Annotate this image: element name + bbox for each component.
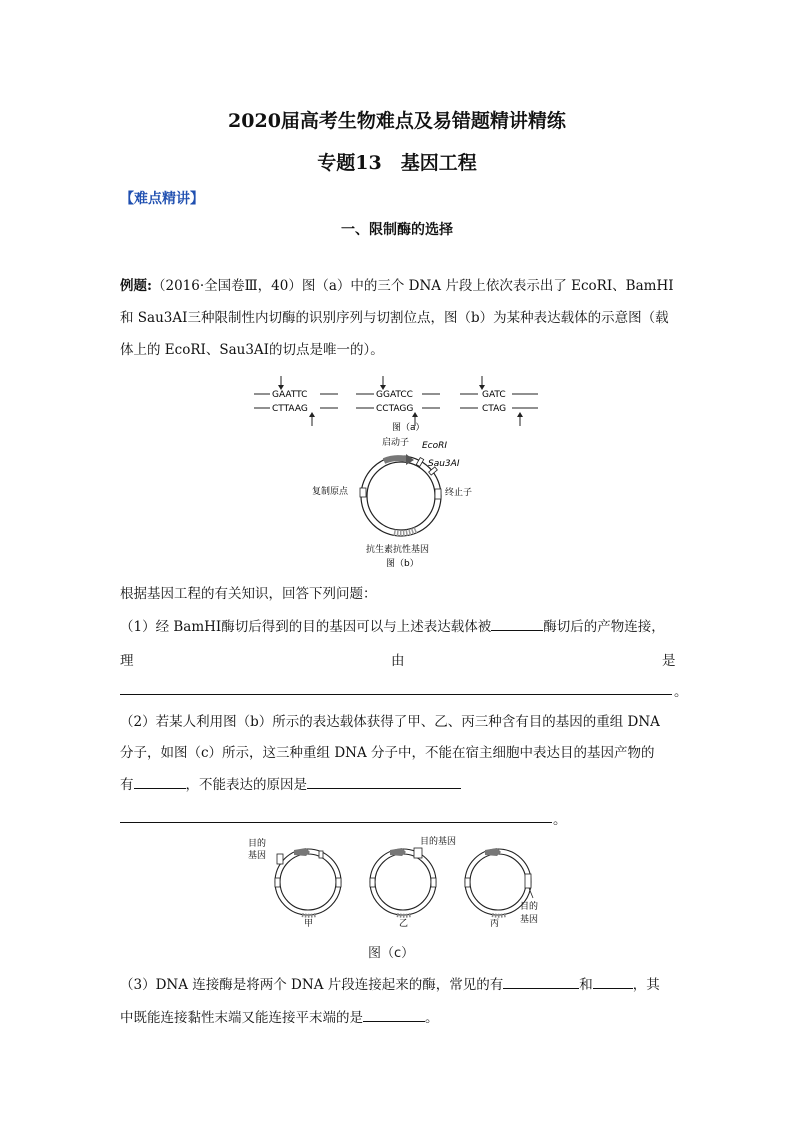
resistance-gene-label: 抗生素抗性基因 bbox=[366, 545, 430, 555]
figure-b-caption: 图（b） bbox=[386, 559, 419, 569]
ecori-label: EcoRⅠ bbox=[422, 441, 448, 451]
seq3-bottom: CTAG bbox=[482, 404, 507, 414]
q1-line-1: （1）经 BamHⅠ酶切后得到的目的基因可以与上述表达载体被 酶切后的产物连接， bbox=[120, 619, 665, 635]
figure-c-caption: 图（c） bbox=[368, 946, 415, 961]
bing-label: 丙 bbox=[490, 919, 500, 929]
figure-c-diagram bbox=[240, 834, 560, 934]
q3-line-2: 中既能连接黏性末端又能连接平末端的是 。 bbox=[120, 1010, 439, 1026]
difficulty-tag: 【难点精讲】 bbox=[120, 191, 204, 207]
example-line-3: 体上的 EcoRⅠ、Sau3AⅠ的切点是唯一的）。 bbox=[120, 342, 384, 358]
jia-label: 甲 bbox=[304, 919, 314, 929]
example-line-2: 和 Sau3AⅠ三种限制性内切酶的识别序列与切割位点，图（b）为某种表达载体的示意图（载 bbox=[120, 310, 669, 326]
figure-a-caption: 图（a） bbox=[392, 423, 425, 433]
q3-line-1: （3）DNA 连接酶是将两个 DNA 片段连接起来的酶，常见的有 和 ，其 bbox=[120, 977, 660, 993]
jia-gene-label-2: 基因 bbox=[248, 851, 267, 861]
bing-gene-label-1: 目的 bbox=[520, 902, 539, 912]
example-line-1: 例题:（2016·全国卷Ⅲ，40）图（a）中的三个 DNA 片段上依次表示出了 EcoRⅠ、BamHⅠ bbox=[120, 278, 674, 294]
q2-line-2: 分子，如图（c）所示，这三种重组 DNA 分子中，不能在宿主细胞中表达目的基因产物的 bbox=[120, 745, 655, 761]
q1-end-mark: 。 bbox=[674, 684, 688, 700]
yi-label: 乙 bbox=[399, 919, 409, 929]
seq2-bottom: CCTAGG bbox=[376, 404, 414, 414]
page-subtitle: 专题13 基因工程 bbox=[317, 152, 477, 174]
figure-a-diagram bbox=[250, 372, 550, 434]
q1-char-shi: 是 bbox=[662, 653, 676, 669]
q3-blank-1[interactable] bbox=[503, 976, 579, 989]
q1-blank-1[interactable] bbox=[491, 618, 543, 631]
ori-label: 复制原点 bbox=[312, 487, 349, 497]
q3-blank-2[interactable] bbox=[593, 976, 633, 989]
seq3-top: GATC bbox=[482, 390, 506, 400]
q2-line-3: 有 ，不能表达的原因是 bbox=[120, 775, 676, 795]
sau3a-label: Sau3AⅠ bbox=[428, 459, 460, 469]
q1-char-you: 由 bbox=[391, 653, 405, 669]
q1-char-li: 理 bbox=[120, 653, 134, 669]
q2-blank-1[interactable] bbox=[134, 776, 186, 789]
q2-end-mark: 。 bbox=[553, 812, 567, 828]
yi-gene-label: 目的基因 bbox=[420, 837, 457, 847]
promoter-label: 启动子 bbox=[382, 438, 410, 448]
jia-gene-label-1: 目的 bbox=[248, 839, 267, 849]
section-heading: 一、限制酶的选择 bbox=[341, 222, 453, 238]
q2-line-1: （2）若某人利用图（b）所示的表达载体获得了甲、乙、丙三种含有目的基因的重组 DNA bbox=[120, 714, 660, 730]
seq1-bottom: CTTAAG bbox=[272, 404, 308, 414]
q3-blank-3[interactable] bbox=[363, 1009, 425, 1022]
seq1-top: GAATTC bbox=[272, 390, 308, 400]
q2-answer-line[interactable] bbox=[120, 822, 552, 823]
example-label: 例题: bbox=[120, 278, 152, 294]
figure-b-diagram bbox=[300, 432, 500, 572]
page-title: 2020届高考生物难点及易错题精讲精练 bbox=[228, 110, 566, 132]
question-intro: 根据基因工程的有关知识，回答下列问题： bbox=[120, 586, 377, 602]
q2-blank-2[interactable] bbox=[307, 776, 461, 789]
q1-answer-line[interactable] bbox=[120, 694, 672, 695]
seq2-top: GGATCC bbox=[376, 390, 413, 400]
terminator-label: 终止子 bbox=[445, 488, 473, 498]
bing-gene-label-2: 基因 bbox=[520, 915, 539, 925]
